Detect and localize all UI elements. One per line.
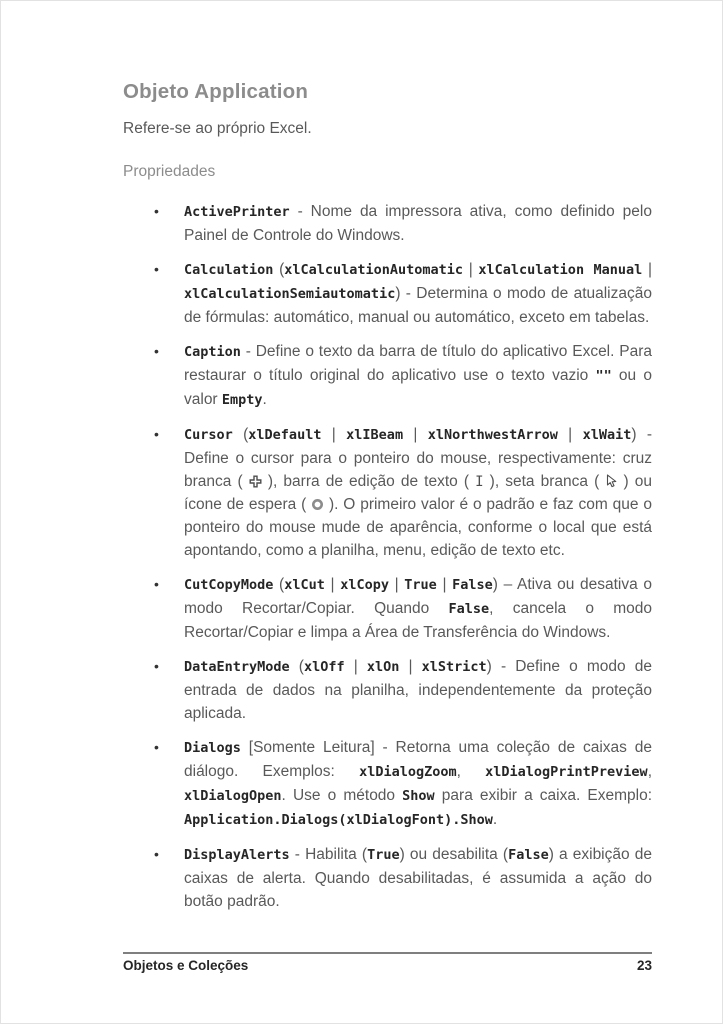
list-item: [123, 258, 652, 329]
intro-paragraph: Refere-se ao próprio Excel.: [123, 120, 312, 137]
body-text: |: [463, 261, 479, 278]
body-text: ) a exibição de caixas de alerta. Quando desabilitadas, é assumida a ação do botão padrão.: [184, 846, 652, 910]
code-term: xlCut: [284, 577, 325, 593]
body-text: ) - Define o modo de entrada de dados na planilha, independentemente da proteção aplicada.: [184, 658, 653, 722]
code-term: xlCalculationAutomatic: [284, 262, 464, 278]
code-term: xlOff: [303, 659, 345, 675]
wait-cursor-icon: [311, 498, 324, 511]
code-term: Dialogs: [184, 740, 241, 756]
code-term: xlCalculationSemiautomatic: [184, 286, 396, 302]
page-title: Objeto Application: [123, 80, 309, 103]
code-term: False: [452, 577, 493, 593]
body-text: ,: [456, 763, 486, 780]
footer-section-title: Objetos e Coleções: [123, 958, 249, 973]
bullet-icon: •: [154, 261, 159, 277]
body-text: ) ou desabilita (: [399, 846, 509, 863]
code-term: xlCopy: [340, 577, 389, 593]
body-text: .: [262, 391, 267, 408]
body-text: |: [436, 576, 453, 593]
body-text: ,: [647, 763, 652, 780]
code-term: xlOn: [366, 659, 400, 675]
code-term: "": [595, 368, 612, 384]
body-text: ) – Ativa ou desativa o modo Recortar/Copiar. Quando: [184, 576, 653, 617]
body-text: ). O primeiro valor é o padrão e faz com que o ponteiro do mouse mude de aparência, conforme o local que está apontando, como a planilha, menu, edição de texto etc.: [184, 496, 652, 559]
code-term: xlNorthwestArrow: [427, 427, 558, 443]
arrow-cursor-icon: [605, 474, 617, 488]
code-term: Show: [402, 788, 435, 804]
body-text: ) ou ícone de espera (: [184, 473, 653, 513]
bullet-icon: •: [154, 576, 159, 592]
body-text: ou o valor: [184, 367, 652, 408]
page-footer: [123, 952, 652, 973]
code-term: Cursor: [184, 427, 233, 443]
code-term: False: [508, 847, 549, 863]
bullet-icon: •: [154, 203, 159, 219]
code-term: Caption: [184, 344, 241, 360]
section-heading: Propriedades: [123, 163, 216, 180]
list-item: [123, 340, 652, 412]
ibeam-cursor-icon: I: [475, 474, 484, 490]
body-text: |: [403, 426, 428, 443]
body-text: (: [232, 426, 249, 443]
body-text: - Define o texto da barra de título do aplicativo Excel. Para restaurar o título original do aplicativo use o texto vazio: [184, 343, 652, 384]
code-term: xlDefault: [248, 427, 322, 443]
code-term: CutCopyMode: [184, 577, 274, 593]
body-text: ), seta branca (: [483, 473, 606, 490]
list-item: [123, 736, 652, 832]
body-text: . Use o método: [281, 787, 403, 804]
body-text: [Somente Leitura] - Retorna uma coleção de caixas de diálogo. Exemplos:: [184, 739, 652, 780]
code-term: xlWait: [582, 427, 632, 443]
list-item: [123, 655, 652, 725]
body-text: |: [642, 261, 653, 278]
body-text: |: [344, 658, 367, 675]
footer-page-number: 23: [636, 958, 652, 973]
code-term: xlIBeam: [346, 427, 404, 443]
page-content: [123, 79, 652, 924]
cross-cursor-icon: [249, 475, 262, 488]
code-term: DisplayAlerts: [184, 847, 290, 863]
code-term: xlStrict: [421, 659, 487, 675]
body-text: (: [289, 658, 304, 675]
body-text: |: [557, 426, 583, 443]
code-term: DataEntryMode: [184, 659, 290, 675]
list-item: [123, 573, 652, 644]
code-term: True: [404, 577, 437, 593]
body-text: para exibir a caixa. Exemplo:: [434, 787, 652, 804]
list-item: [123, 423, 652, 562]
properties-list: [123, 200, 652, 913]
body-text: |: [388, 576, 405, 593]
body-text: .: [492, 811, 498, 828]
body-text: |: [321, 426, 347, 443]
bullet-icon: •: [154, 739, 159, 755]
code-term: xlDialogPrintPreview: [485, 764, 648, 780]
code-term: Calculation: [184, 262, 274, 278]
body-text: ) - Determina o modo de atualização de fórmulas: automático, manual ou automático, exceto em tabelas.: [184, 285, 652, 326]
list-item: [123, 843, 652, 913]
body-text: - Habilita (: [289, 846, 368, 863]
bullet-icon: •: [154, 846, 159, 862]
body-text: (: [273, 261, 285, 278]
code-term: True: [367, 847, 400, 863]
body-text: ) - Define o cursor para o ponteiro do mouse, respectivamente: cruz branca (: [184, 426, 653, 490]
code-term: False: [448, 601, 490, 617]
bullet-icon: •: [154, 343, 159, 359]
body-text: ), barra de edição de texto (: [261, 473, 476, 490]
bullet-icon: •: [154, 658, 159, 674]
body-text: - Nome da impressora ativa, como definido pelo Painel de Controle do Windows.: [184, 203, 652, 244]
body-text: |: [399, 658, 422, 675]
code-term: Empty: [221, 392, 263, 408]
body-text: , cancela o modo Recortar/Copiar e limpa a Área de Transferência do Windows.: [184, 600, 653, 641]
list-item: [123, 200, 652, 247]
code-term: xlCalculation Manual: [478, 262, 643, 278]
code-term: xlDialogZoom: [359, 764, 457, 780]
code-term: ActivePrinter: [184, 204, 290, 220]
code-term: Application.Dialogs(xlDialogFont).Show: [184, 812, 493, 828]
body-text: (: [273, 576, 285, 593]
body-text: |: [324, 576, 341, 593]
code-term: xlDialogOpen: [184, 788, 282, 804]
bullet-icon: •: [154, 426, 159, 442]
